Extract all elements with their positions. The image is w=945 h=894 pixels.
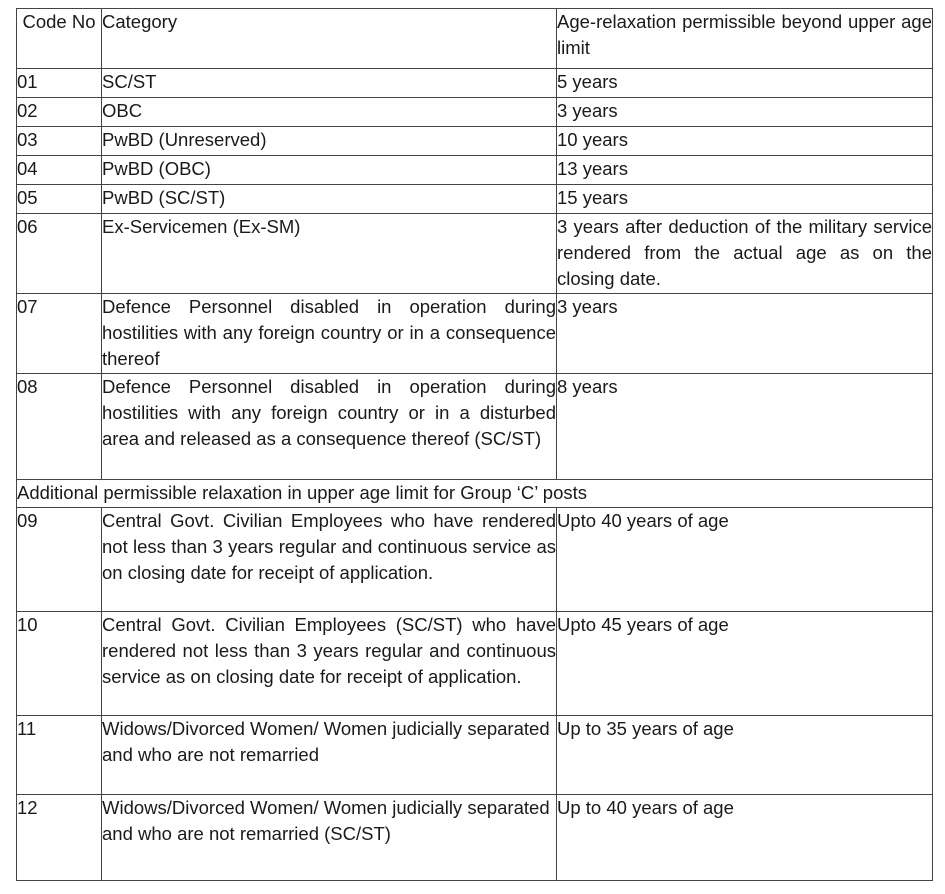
- code-cell: 03: [17, 127, 102, 156]
- category-cell: OBC: [102, 98, 557, 127]
- group-c-section-heading: Additional permissible relaxation in upper age limit for Group ‘C’ posts: [17, 480, 933, 508]
- table-header-row: [17, 9, 933, 69]
- category-cell: Defence Personnel disabled in operation during hostilities with any foreign country or in a disturbed area and released as a consequence thereof (SC/ST): [102, 374, 557, 480]
- age-relaxation-cell: 5 years: [557, 69, 933, 98]
- age-relaxation-cell: 3 years: [557, 98, 933, 127]
- category-cell: SC/ST: [102, 69, 557, 98]
- code-cell: 10: [17, 612, 102, 716]
- category-cell: Central Govt. Civilian Employees who have rendered not less than 3 years regular and continuous service as on closing date for receipt of application.: [102, 508, 557, 612]
- code-cell: 01: [17, 69, 102, 98]
- category-cell: Widows/Divorced Women/ Women judicially separated and who are not remarried: [102, 716, 557, 795]
- category-cell: Defence Personnel disabled in operation during hostilities with any foreign country or in a consequence thereof: [102, 294, 557, 374]
- code-cell: 07: [17, 294, 102, 374]
- table-row: [17, 69, 933, 98]
- header-code-no: Code No: [17, 9, 102, 69]
- table-row: [17, 156, 933, 185]
- category-cell: PwBD (Unreserved): [102, 127, 557, 156]
- age-relaxation-cell: 10 years: [557, 127, 933, 156]
- category-cell: Ex-Servicemen (Ex-SM): [102, 214, 557, 294]
- age-relaxation-cell: 15 years: [557, 185, 933, 214]
- table-row: [17, 127, 933, 156]
- header-category: Category: [102, 9, 557, 69]
- code-cell: 09: [17, 508, 102, 612]
- code-cell: 02: [17, 98, 102, 127]
- table-row: [17, 294, 933, 374]
- header-age-relaxation: Age-relaxation permissible beyond upper age limit: [557, 9, 933, 69]
- age-relaxation-cell: 13 years: [557, 156, 933, 185]
- code-cell: 06: [17, 214, 102, 294]
- table-row: [17, 716, 933, 795]
- table-row: [17, 508, 933, 612]
- table-row: [17, 98, 933, 127]
- age-relaxation-cell: Upto 40 years of age: [557, 508, 933, 612]
- table-row: [17, 612, 933, 716]
- table-row: [17, 374, 933, 480]
- code-cell: 11: [17, 716, 102, 795]
- table-row: [17, 214, 933, 294]
- age-relaxation-cell: 3 years after deduction of the military service rendered from the actual age as on the closing date.: [557, 214, 933, 294]
- age-relaxation-cell: 3 years: [557, 294, 933, 374]
- code-cell: 12: [17, 795, 102, 881]
- category-cell: Central Govt. Civilian Employees (SC/ST) who have rendered not less than 3 years regular and continuous service as on closing date for receipt of application.: [102, 612, 557, 716]
- age-relaxation-cell: Upto 45 years of age: [557, 612, 933, 716]
- age-relaxation-table: [16, 8, 933, 881]
- age-relaxation-cell: Up to 35 years of age: [557, 716, 933, 795]
- category-cell: PwBD (OBC): [102, 156, 557, 185]
- category-cell: Widows/Divorced Women/ Women judicially separated and who are not remarried (SC/ST): [102, 795, 557, 881]
- code-cell: 08: [17, 374, 102, 480]
- section-heading-row: [17, 480, 933, 508]
- age-relaxation-cell: 8 years: [557, 374, 933, 480]
- code-cell: 05: [17, 185, 102, 214]
- category-cell: PwBD (SC/ST): [102, 185, 557, 214]
- code-cell: 04: [17, 156, 102, 185]
- table-row: [17, 795, 933, 881]
- age-relaxation-cell: Up to 40 years of age: [557, 795, 933, 881]
- table-row: [17, 185, 933, 214]
